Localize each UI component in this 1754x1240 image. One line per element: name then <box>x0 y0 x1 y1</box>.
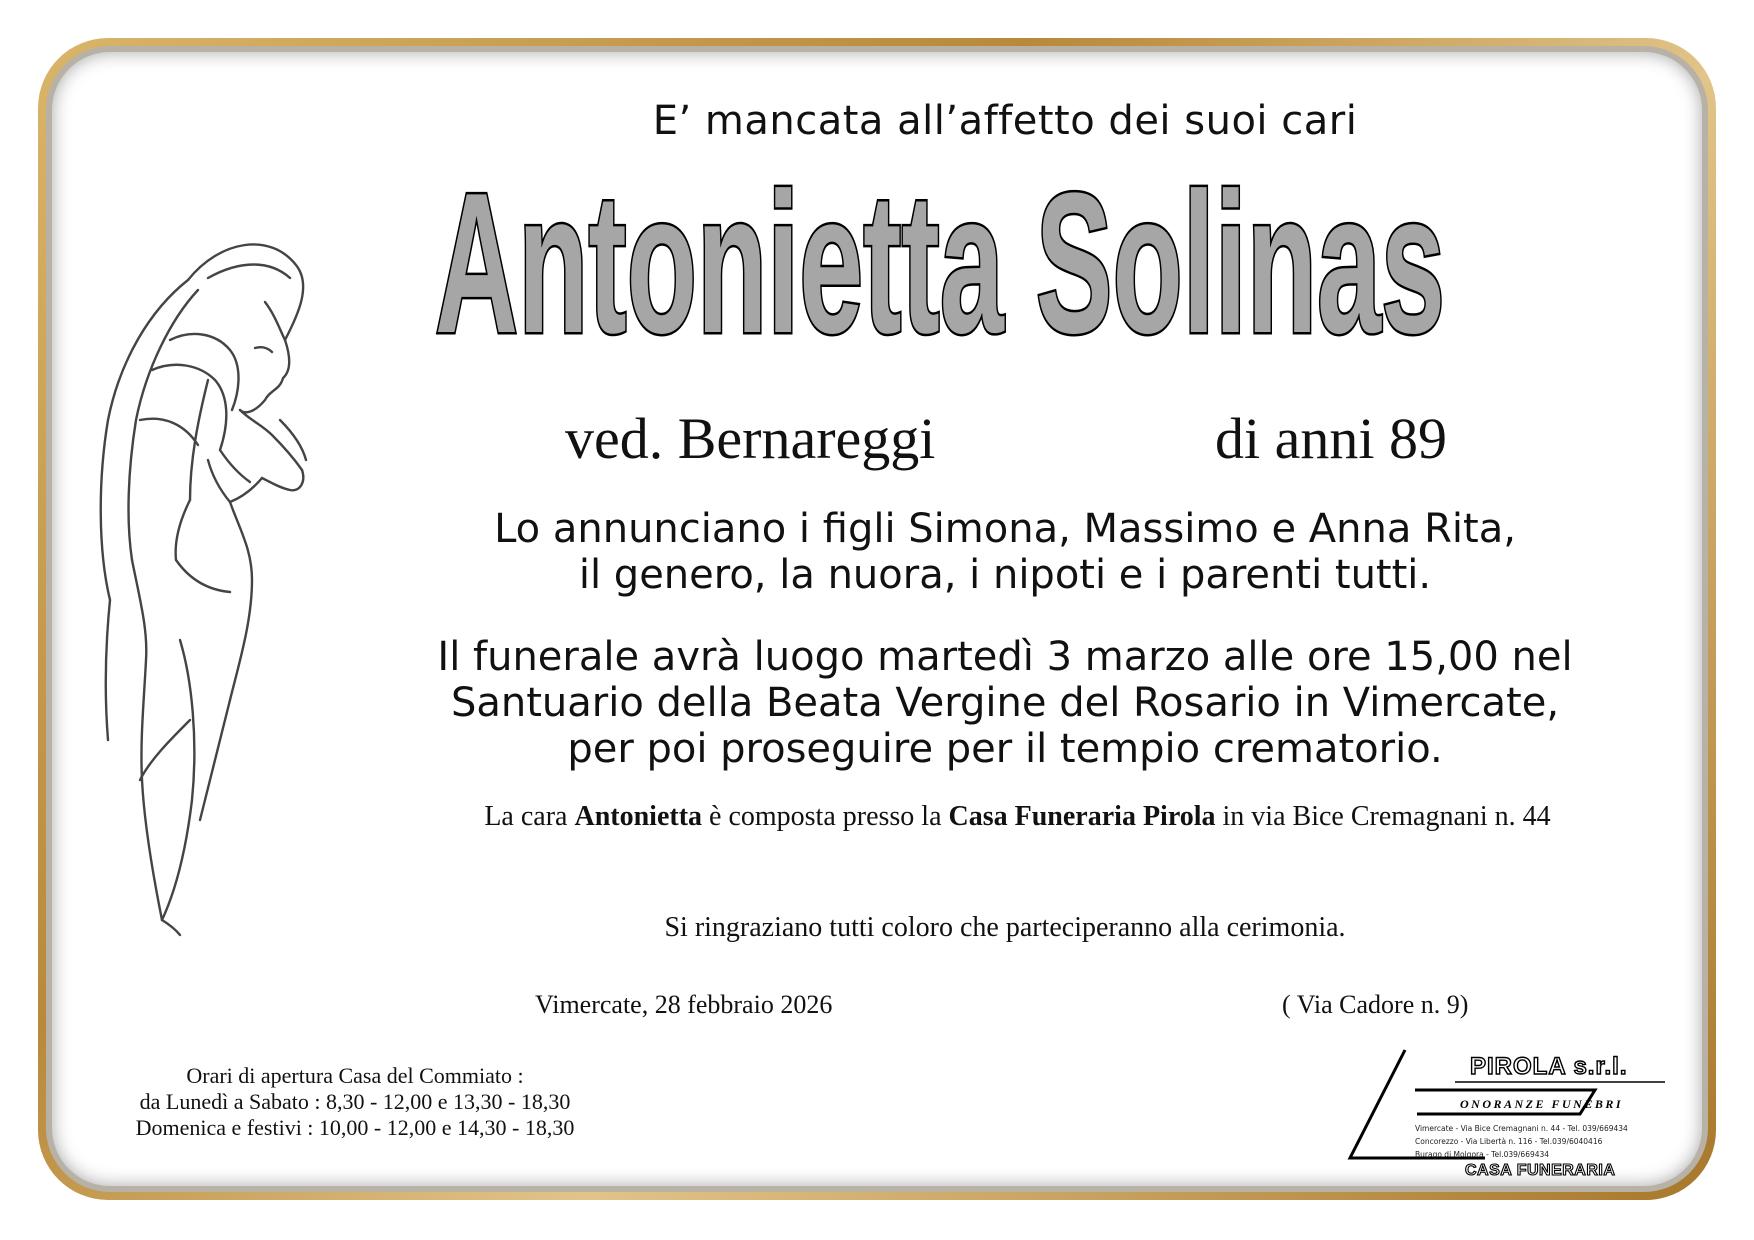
logo-line3: Burago di Molgora - Tel.039/669434 <box>1415 1150 1550 1159</box>
deceased-name <box>420 160 1460 360</box>
family-address: ( Via Cadore n. 9) <box>1282 990 1469 1019</box>
hours-weekdays: da Lunedì a Sabato : 8,30 - 12,00 e 13,30 - 18,30 <box>139 1089 571 1114</box>
funeral-paragraph <box>400 634 1610 772</box>
funeral-line: Il funerale avrà luogo martedì 3 marzo alle ore 15,00 nel <box>437 634 1573 680</box>
logo-company: PIROLA s.r.l. <box>1470 1053 1628 1080</box>
rest-address: in via Bice Cremagnani n. 44 <box>1215 801 1551 832</box>
funeral-line: Santuario della Beata Vergine del Rosario in Vimercate, <box>450 680 1560 726</box>
hours-holidays: Domenica e festivi : 10,00 - 12,00 e 14,30 - 18,30 <box>135 1115 575 1140</box>
thanks-line: Si ringraziano tutti coloro che parteciperanno alla cerimonia. <box>664 912 1346 943</box>
announce-line: il genero, la nuora, i nipoti e i parenti tutti. <box>578 552 1432 598</box>
logo-line1: Vimercate - Via Bice Cremagnani n. 44 - Tel. 039/669434 <box>1415 1124 1628 1133</box>
place-date: Vimercate, 28 febbraio 2026 <box>535 990 833 1019</box>
logo-line2: Concorezzo - Via Libertà n. 116 - Tel.039/6040416 <box>1415 1137 1603 1146</box>
logo-service: ONORANZE FUNEBRI <box>1460 1097 1624 1111</box>
funeral-line: per poi proseguire per il tempio crematorio. <box>567 726 1443 772</box>
rest-text: La cara <box>484 801 575 832</box>
widow-of-line: ved. Bernareggi <box>565 406 936 471</box>
opening-hours <box>85 1063 625 1141</box>
resting-place-paragraph <box>395 800 1640 833</box>
age-line: di anni 89 <box>1215 406 1447 471</box>
logo-footer: CASA FUNERARIA <box>1465 1162 1616 1179</box>
deceased-name-text: Antonietta Solinas <box>435 160 1445 360</box>
announce-paragraph <box>400 506 1610 598</box>
funeral-home-name: Casa Funeraria Pirola <box>948 801 1216 832</box>
intro-line: E’ mancata all’affetto dei suoi cari <box>652 98 1358 144</box>
praying-madonna-icon <box>80 220 310 940</box>
rest-text: è composta presso la <box>702 801 949 832</box>
rest-name: Antonietta <box>574 801 703 832</box>
announce-line: Lo annunciano i figli Simona, Massimo e Anna Rita, <box>494 506 1516 552</box>
pirola-logo <box>1345 1040 1685 1180</box>
hours-title: Orari di apertura Casa del Commiato : <box>186 1063 524 1088</box>
